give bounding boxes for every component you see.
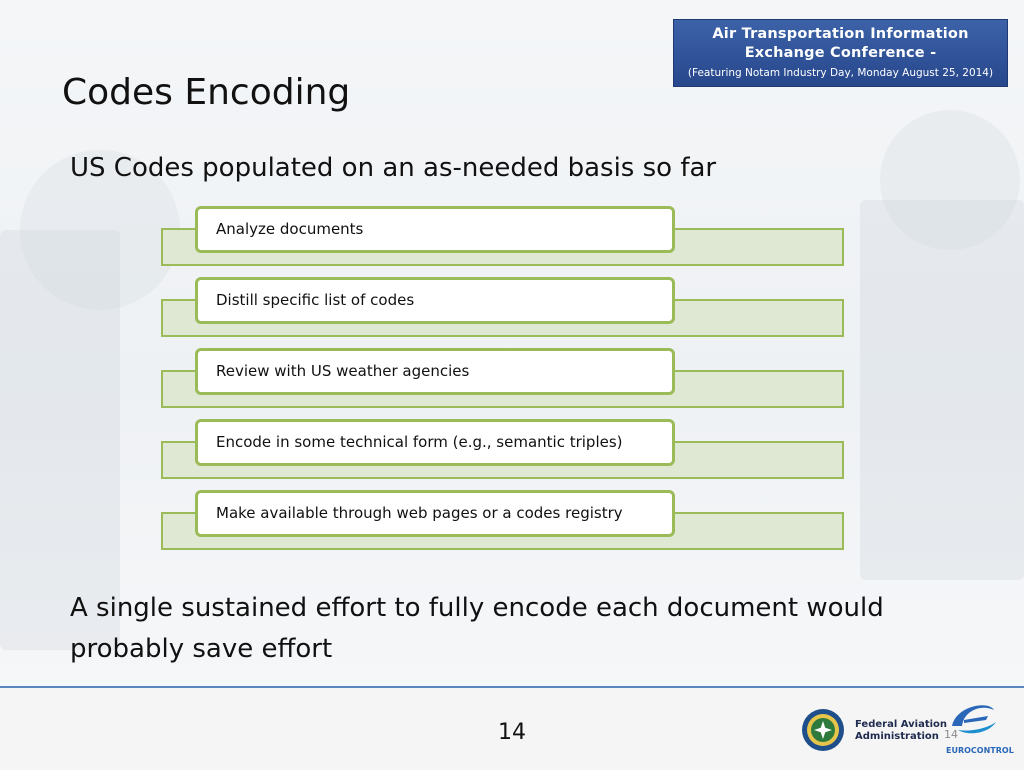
banner-line-1: Air Transportation Information xyxy=(712,26,969,42)
step-label: Analyze documents xyxy=(195,206,675,253)
eurocontrol-wordmark: EUROCONTROL xyxy=(946,746,1014,755)
page-number: 14 xyxy=(498,720,526,745)
slide-title: Codes Encoding xyxy=(62,72,351,113)
slide-number-small: 14 xyxy=(944,728,958,741)
faa-line-2: Administration xyxy=(855,731,939,742)
process-step xyxy=(161,490,846,562)
process-step xyxy=(161,206,846,278)
process-step xyxy=(161,419,846,491)
background-decoration xyxy=(880,110,1020,250)
banner-line-2: Exchange Conference - xyxy=(744,45,937,61)
slide-subtitle: US Codes populated on an as-needed basis so far xyxy=(70,153,717,183)
banner-line-3: (Featuring Notam Industry Day, Monday August 25, 2014) xyxy=(687,67,994,79)
step-label: Review with US weather agencies xyxy=(195,348,675,395)
faa-wordmark xyxy=(855,719,947,743)
conference-banner xyxy=(673,19,1008,87)
step-label: Make available through web pages or a codes registry xyxy=(195,490,675,537)
faa-seal-icon xyxy=(801,708,845,752)
process-step xyxy=(161,277,846,349)
step-label: Distill specific list of codes xyxy=(195,277,675,324)
process-step xyxy=(161,348,846,420)
background-decoration xyxy=(860,200,1024,580)
conclusion-text: A single sustained effort to fully encode each document would probably save effort xyxy=(70,593,884,664)
slide-footer xyxy=(0,686,1024,770)
step-label: Encode in some technical form (e.g., semantic triples) xyxy=(195,419,675,466)
faa-line-1: Federal Aviation xyxy=(855,719,948,730)
